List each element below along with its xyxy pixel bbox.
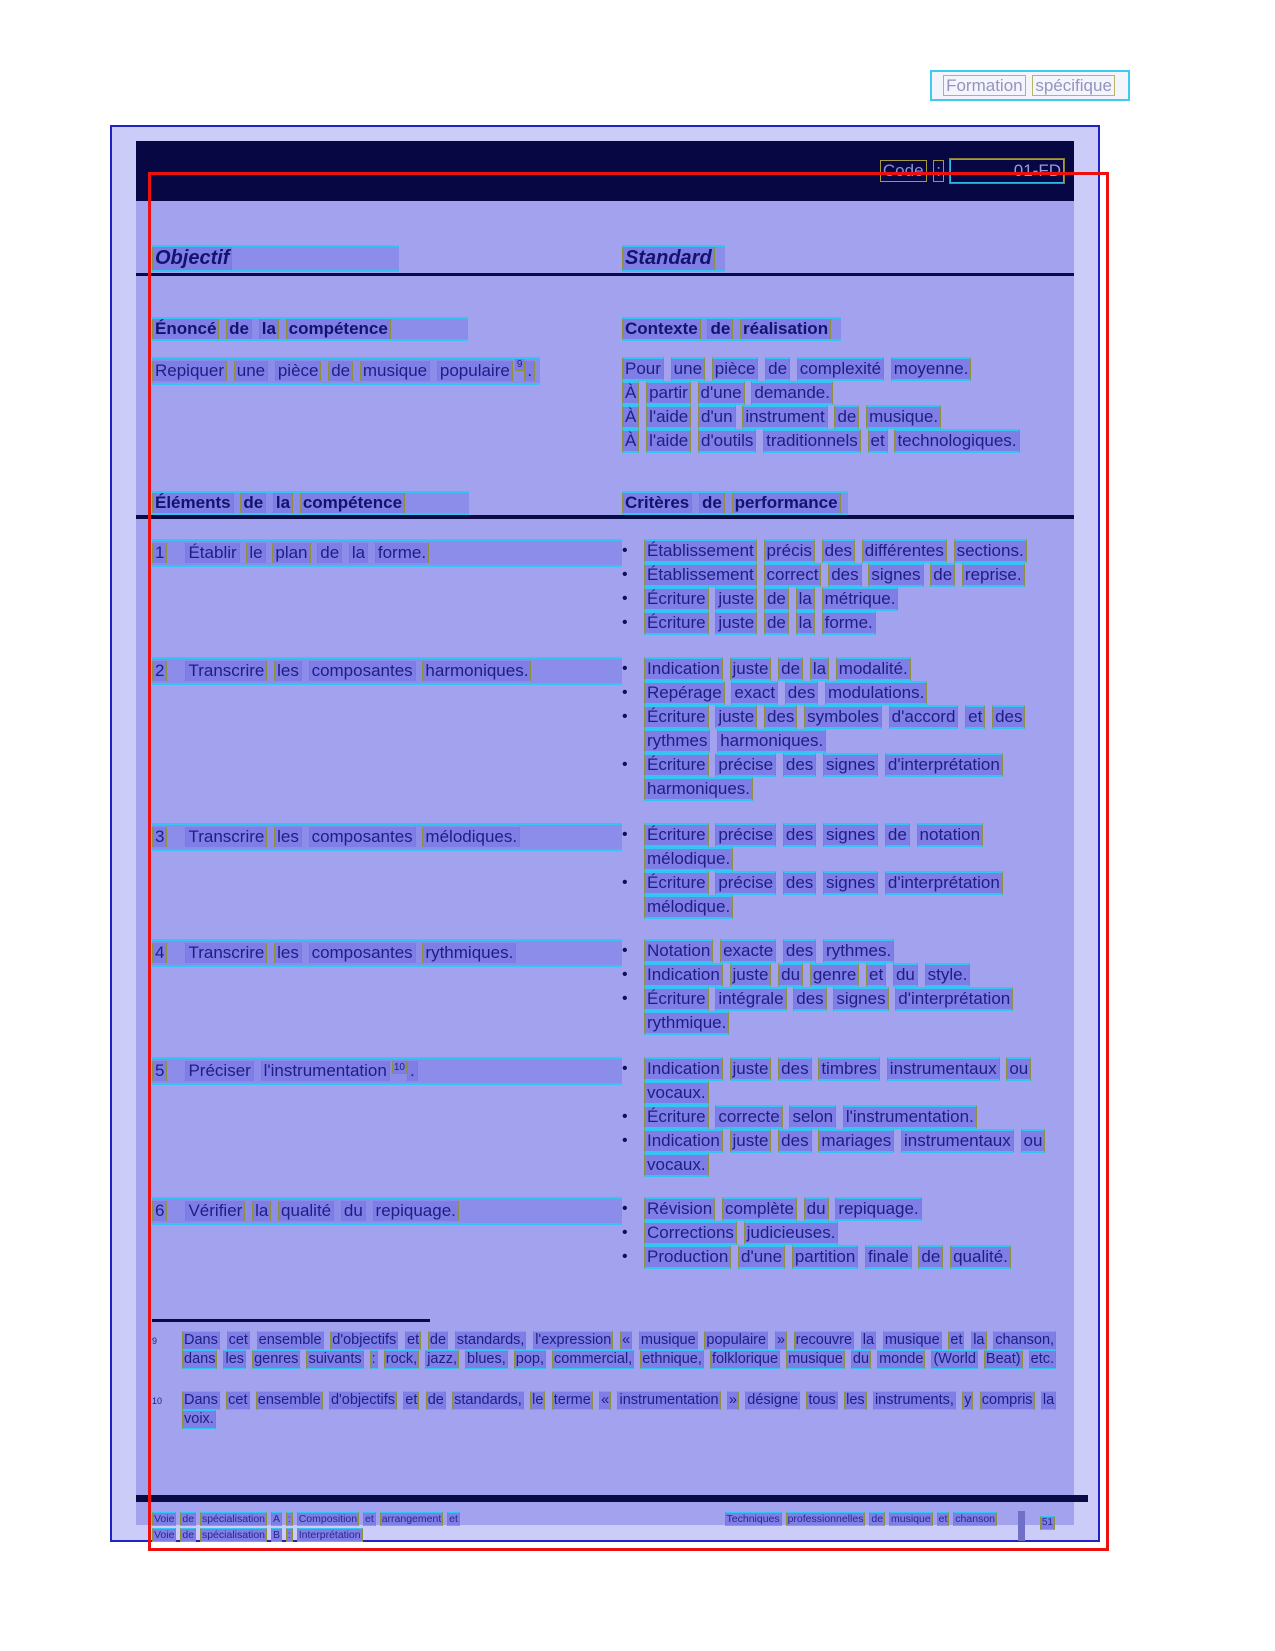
element-number: 6 — [152, 1199, 169, 1223]
contexte-line: À l'aide d'outils traditionnels et technologiques. — [622, 431, 1022, 450]
bullet-icon: • — [622, 990, 628, 1007]
element-label-band — [152, 1057, 622, 1085]
footnote-separator — [152, 1319, 430, 1322]
criterion: Écriture juste des symboles d'accord et des rythmes harmoniques. — [644, 707, 1027, 750]
contexte-line: Pour une pièce de complexité moyenne. — [622, 359, 973, 378]
elements-header: Éléments de la compétence — [152, 493, 407, 512]
elements-header-row — [152, 491, 1058, 515]
element-row-5 — [152, 1057, 1058, 1177]
criteria-list — [622, 539, 1058, 635]
bullet-icon: • — [622, 590, 628, 607]
criteria-list — [622, 939, 1058, 1035]
element-label-band — [152, 1197, 622, 1225]
document-page — [110, 125, 1100, 1542]
header-band — [136, 141, 1074, 201]
element-label: Transcrire les composantes harmoniques. — [185, 659, 533, 683]
criterion: Écriture intégrale des signes d'interprétation rythmique. — [644, 989, 1015, 1032]
page-footer — [152, 1511, 1058, 1543]
criteria-list — [622, 1197, 1058, 1269]
contexte-line: À partir d'une demande. — [622, 383, 835, 402]
footer-left-line1: Voie de spécialisation A : Composition et arrangement et — [154, 1513, 458, 1525]
element-label-band — [152, 539, 622, 567]
criterion: Établissement correct des signes de reprise. — [644, 565, 1027, 584]
criterion: Établissement précis des différentes sections. — [644, 541, 1029, 560]
footnote-text: Dans cet ensemble d'objectifs et de standards, le terme « instrumentation » désigne tous les instruments, y compris la voix. — [184, 1392, 1055, 1427]
bullet-icon: • — [622, 1248, 628, 1265]
footnote-10 — [152, 1391, 1058, 1429]
criterion: Écriture précise des signes d'interprétation mélodique. — [644, 873, 1005, 916]
element-label-band — [152, 823, 622, 851]
bullet-icon: • — [622, 874, 628, 891]
criterion: Production d'une partition finale de qualité. — [644, 1247, 1013, 1266]
bullet-icon: • — [622, 756, 628, 773]
bullet-icon: • — [622, 1132, 628, 1149]
element-number: 1 — [152, 541, 169, 565]
footnote-number: 9 — [152, 1336, 158, 1346]
element-number: 2 — [152, 659, 169, 683]
code-label: Code : — [880, 160, 946, 182]
criterion: Indication juste des timbres instrumentaux ou vocaux. — [644, 1059, 1033, 1102]
enonce-header-row — [152, 317, 1058, 341]
element-label: Établir le plan de la forme. — [185, 541, 431, 565]
element-row-6 — [152, 1197, 1058, 1269]
code-value: 01-FD — [950, 159, 1064, 183]
enonce-text-period: . — [524, 359, 537, 383]
content-panel — [136, 141, 1074, 1541]
criteria-list — [622, 823, 1058, 919]
bullet-icon: • — [622, 566, 628, 583]
bullet-icon: • — [622, 826, 628, 843]
bullet-icon: • — [622, 1108, 628, 1125]
formation-specifique-label — [930, 70, 1130, 101]
criterion: Écriture juste de la métrique. — [644, 589, 900, 608]
footer-right-text: Techniques professionnelles de musique et chanson — [726, 1513, 995, 1525]
bullet-icon: • — [622, 614, 628, 631]
element-label: Vérifier la qualité du repiquage. — [185, 1199, 460, 1223]
footnote-9 — [152, 1331, 1058, 1369]
element-number: 3 — [152, 825, 169, 849]
bullet-icon: • — [622, 942, 628, 959]
element-number: 4 — [152, 941, 169, 965]
bullet-icon: • — [622, 542, 628, 559]
criterion: Indication juste du genre et du style. — [644, 965, 972, 984]
element-label-band — [152, 657, 622, 685]
bullet-icon: • — [622, 708, 628, 725]
criterion: Révision complète du repiquage. — [644, 1199, 924, 1218]
bullet-icon: • — [622, 660, 628, 677]
criteria-list — [622, 1057, 1058, 1177]
enonce-row — [152, 357, 1058, 453]
page-number: 51 — [1041, 1517, 1053, 1528]
criterion: Corrections judicieuses. — [644, 1223, 840, 1242]
element-row-4 — [152, 939, 1058, 1035]
element-number: 5 — [152, 1059, 169, 1083]
divider-rule-elements — [136, 515, 1074, 519]
criterion: Indication juste des mariages instrumentaux ou vocaux. — [644, 1131, 1047, 1174]
bullet-icon: • — [622, 1060, 628, 1077]
footnote-text: Dans cet ensemble d'objectifs et de standards, l'expression « musique populaire » recouvre la musique et la chanson, dans les genres suivants : rock, jazz, blues, pop, commercial, ethnique, folklorique musique du monde (World Beat) etc. — [184, 1332, 1055, 1367]
contexte-header: Contexte de réalisation — [622, 319, 833, 338]
standard-title: Standard — [622, 247, 717, 269]
criterion: Notation exacte des rythmes. — [644, 941, 896, 960]
footer-left-line2: Voie de spécialisation B : Interprétation — [154, 1529, 361, 1541]
formation-specifique-text: Formation spécifique — [943, 75, 1117, 97]
divider-rule-top — [136, 273, 1074, 276]
element-row-2 — [152, 657, 1058, 801]
bullet-icon: • — [622, 966, 628, 983]
footnote-number: 10 — [152, 1396, 163, 1406]
title-row — [152, 245, 1058, 272]
footnote-ref-10: 10 — [393, 1062, 405, 1073]
page-divider-bar — [1018, 1511, 1025, 1541]
enonce-text-band — [152, 357, 540, 385]
element-label: Transcrire les composantes mélodiques. — [185, 825, 522, 849]
element-row-3 — [152, 823, 1058, 919]
element-row-1 — [152, 539, 1058, 635]
element-label-period: . — [407, 1061, 420, 1080]
element-label: Préciser l'instrumentation — [185, 1061, 391, 1080]
bullet-icon: • — [622, 1224, 628, 1241]
enonce-header: Énoncé de la compétence — [152, 319, 393, 338]
criterion: Écriture correcte selon l'instrumentation. — [644, 1107, 979, 1126]
criteria-list — [622, 657, 1058, 801]
bullet-icon: • — [622, 684, 628, 701]
criterion: Repérage exact des modulations. — [644, 683, 929, 702]
bullet-icon: • — [622, 1200, 628, 1217]
contexte-line: À l'aide d'un instrument de musique. — [622, 407, 943, 426]
criterion: Indication juste de la modalité. — [644, 659, 913, 678]
criterion: Écriture juste de la forme. — [644, 613, 878, 632]
criteres-header: Critères de performance — [622, 493, 843, 512]
footer-rule — [136, 1495, 1088, 1502]
element-label: Transcrire les composantes rythmiques. — [185, 941, 518, 965]
enonce-text: Repiquer une pièce de musique populaire — [152, 359, 515, 383]
element-label-band — [152, 939, 622, 967]
criterion: Écriture précise des signes d'interprétation harmoniques. — [644, 755, 1005, 798]
objectif-title: Objectif — [152, 247, 234, 269]
footnote-ref-9: 9 — [516, 359, 523, 370]
contexte-lines — [622, 357, 1058, 453]
criterion: Écriture précise des signes de notation mélodique. — [644, 825, 985, 868]
